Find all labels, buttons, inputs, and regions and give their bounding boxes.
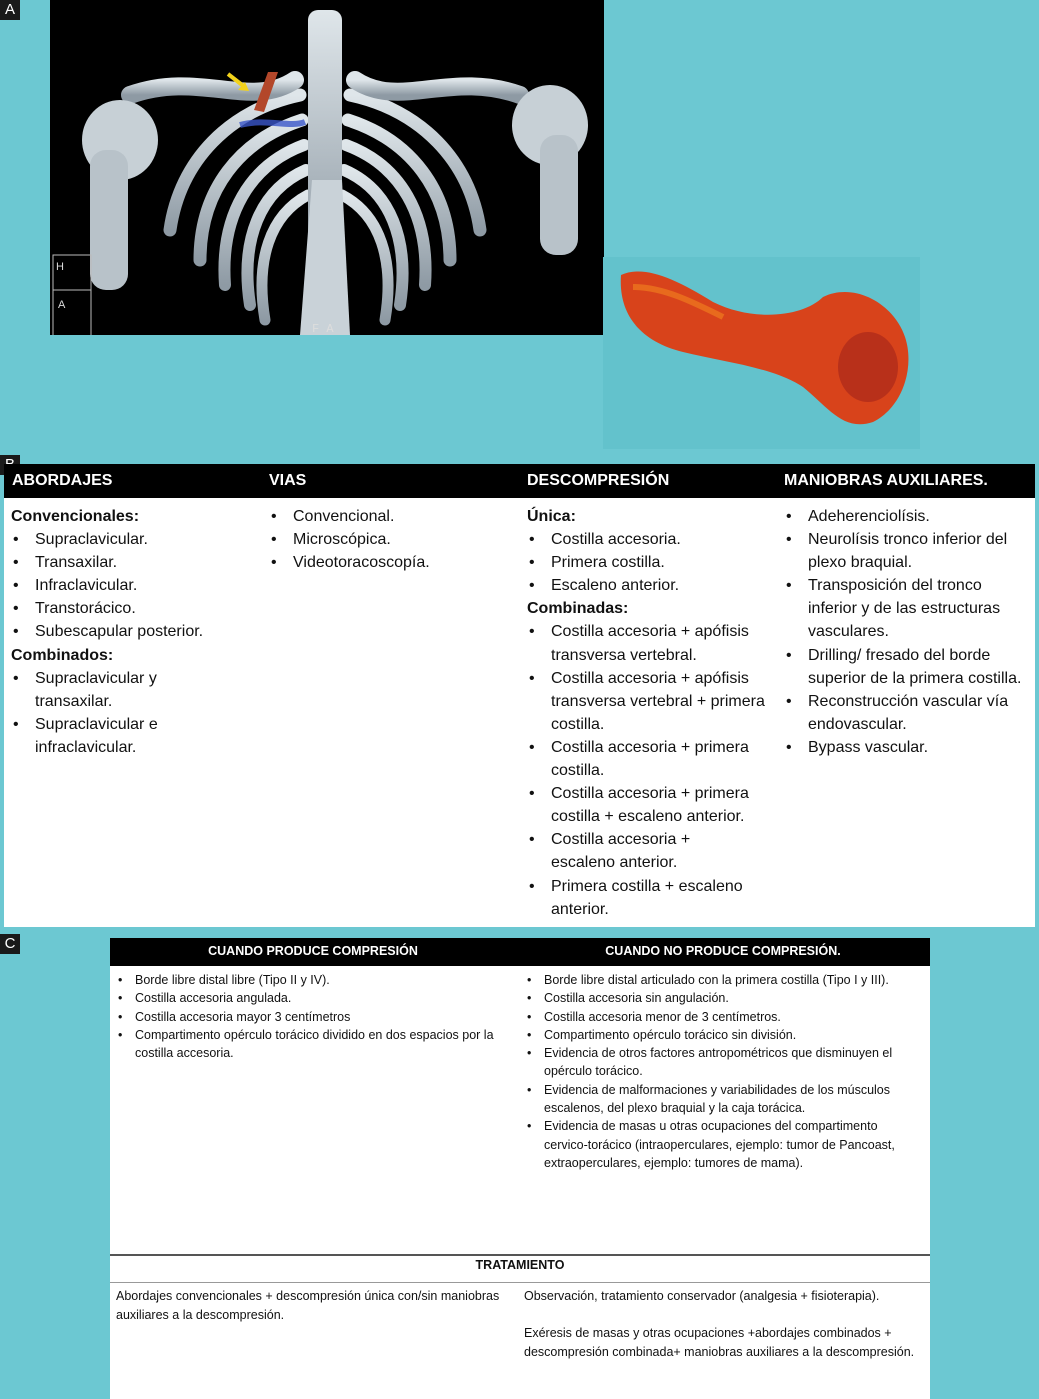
column-no-produce-compresion [524,971,920,1172]
list-item: • Primera costilla + escaleno anterior. [527,875,772,921]
list-item: • Supraclavicular. [11,528,256,551]
group-title: Única: [527,508,576,525]
tratamiento-no-compresion-text-1: Observación, tratamiento conservador (analgesia + fisioterapia). [524,1289,880,1303]
group-title: Combinados: [11,646,114,664]
ct-3d-reconstruction-image [50,0,604,335]
ct-caption: F A [312,322,334,336]
panel-a [0,0,1039,453]
panel-label-a: A [0,0,20,20]
list-item: • Compartimento opérculo torácico dividido en dos espacios por la costilla accesoria. [115,1026,510,1063]
list-item: • Subescapular posterior. [11,620,256,643]
list-item: • Costilla accesoria mayor 3 centímetros [115,1008,510,1026]
list-item: • Supraclavicular e infraclavicular. [11,713,211,759]
list-item: • Transaxilar. [11,551,256,574]
ct-orientation-h: H [56,261,64,273]
group-title: Convencionales: [11,508,140,525]
list-item: • Videotoracoscopía. [269,551,514,574]
group-title: Combinadas: [527,600,629,618]
list-item: • Costilla accesoria. [527,528,772,551]
list-item: • Transtorácico. [11,597,256,620]
tratamiento-no-compresion-text-2: Exéresis de masas y otras ocupaciones +abordajes combinados + descompresión combinada+ maniobras auxiliares a la descompresión. [524,1326,915,1359]
list-item: • Borde libre distal libre (Tipo II y IV). [115,971,510,989]
panel-c-table [110,938,930,1399]
list-item: • Neurolísis tronco inferior del plexo braquial. [784,528,1012,574]
list-item: • Transposición del tronco inferior y de las estructuras vasculares. [784,574,1029,643]
list-item: • Costilla accesoria + apófisis transversa vertebral. [527,620,772,666]
list-item: • Borde libre distal articulado con la primera costilla (Tipo I y III). [524,971,920,989]
list-item: • Costilla accesoria + apófisis transversa vertebral + primera costilla. [527,667,772,736]
ct-orientation-a: A [58,299,66,311]
column-vias [269,505,514,574]
header-no-produce-compresion: CUANDO NO PRODUCE COMPRESIÓN. [516,938,930,966]
header-produce-compresion: CUANDO PRODUCE COMPRESIÓN [110,938,516,966]
list-item: • Costilla accesoria + primera costilla + escaleno anterior. [527,782,772,828]
list-item: • Convencional. [269,505,514,528]
column-abordajes [11,505,256,759]
list-item: • Compartimento opérculo torácico sin división. [524,1026,920,1044]
divider [110,1282,930,1283]
panel-b-table [4,464,1035,927]
column-maniobras [784,505,1029,759]
tratamiento-compresion-text: Abordajes convencionales + descompresión única con/sin maniobras auxiliares a la descompresión. [116,1289,500,1322]
resected-rib-specimen-image [603,257,920,449]
header-vias: VIAS [269,472,307,489]
list-item: • Evidencia de malformaciones y variabilidades de los músculos escalenos, del plexo braquial y la caja torácica. [524,1081,920,1118]
list-item: • Drilling/ fresado del borde superior de la primera costilla. [784,644,1029,690]
list-item: • Supraclavicular y transaxilar. [11,667,211,713]
list-item: • Evidencia de masas u otras ocupaciones del compartimento cervico-torácico (intraoperculares, ejemplo: tumor de Pancoast, extraoperculares, ejemplo: tumores de mama). [524,1117,920,1172]
list-item: • Escaleno anterior. [527,574,772,597]
list-item: • Costilla accesoria + primera costilla. [527,736,772,782]
list-item: • Costilla accesoria angulada. [115,989,510,1007]
panel-label-c: C [0,934,20,954]
divider [110,1254,930,1256]
list-item: • Costilla accesoria sin angulación. [524,989,920,1007]
list-item: • Bypass vascular. [784,736,1029,759]
list-item: • Costilla accesoria + escaleno anterior. [527,828,727,874]
header-abordajes: ABORDAJES [12,472,113,489]
header-descompresion: DESCOMPRESIÓN [527,472,670,489]
list-item: • Primera costilla. [527,551,772,574]
tratamiento-title: TRATAMIENTO [475,1258,565,1272]
column-descompresion [527,505,772,921]
list-item: • Evidencia de otros factores antropométricos que disminuyen el opérculo torácico. [524,1044,920,1081]
list-item: • Reconstrucción vascular vía endovascular. [784,690,1034,736]
list-item: • Microscópica. [269,528,514,551]
list-item: • Adeherenciolísis. [784,505,1029,528]
header-maniobras: MANIOBRAS AUXILIARES. [784,472,988,489]
list-item: • Infraclavicular. [11,574,256,597]
column-produce-compresion [115,971,510,1062]
list-item: • Costilla accesoria menor de 3 centímetros. [524,1008,920,1026]
